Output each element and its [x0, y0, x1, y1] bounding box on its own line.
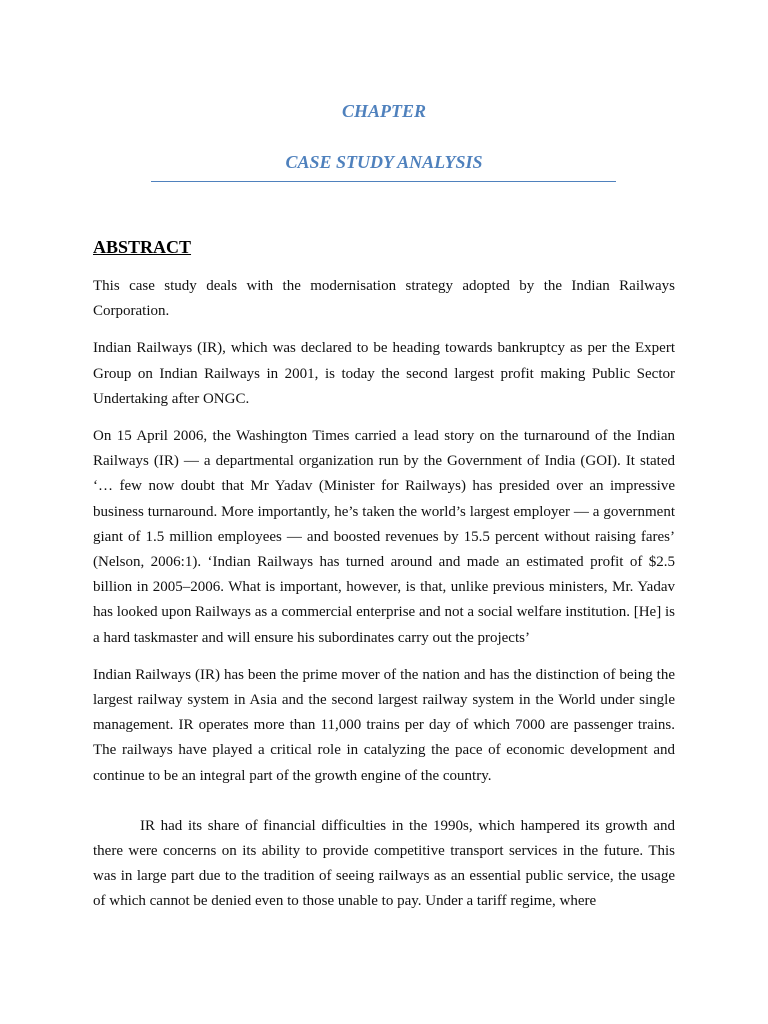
paragraph-prime-mover: Indian Railways (IR) has been the prime mover of the nation and has the distinction of being the largest railway system in Asia and the second largest railway system in the World under single management. IR operates more than 11,000 trains per day of which 7000 are passenger trains. The railways have played a critical role in catalyzing the pace of economic development and continue to be an integral part of the growth engine of the country. [93, 666, 675, 784]
abstract-body [93, 274, 675, 927]
paragraph-financial-difficulties: IR had its share of financial difficulties in the 1990s, which hampered its growth and there were concerns on its ability to provide competitive transport services in the future. This was in large part due to the tradition of seeing railways as an essential public service, the usage of which cannot be denied even to those unable to pay. Under a tariff regime, where [93, 817, 675, 910]
paragraph-bankruptcy: Indian Railways (IR), which was declared to be heading towards bankruptcy as per the Expert Group on Indian Railways in 2001, is today the second largest profit making Public Sector Undertaking after ONGC. [93, 340, 675, 407]
chapter-title: CASE STUDY ANALYSIS [285, 152, 483, 172]
title-divider [151, 181, 616, 182]
chapter-label: CHAPTER [341, 101, 426, 121]
paragraph-washington-times: On 15 April 2006, the Washington Times carried a lead story on the turnaround of the Indian Railways (IR) — a departmental organization run by the Government of India (GOI). It stated ‘… few now doubt that Mr Yadav (Minister for Railways) has presided over an impressive business turnaround. More importantly, he’s taken the world’s largest employer — a government giant of 1.5 million employees — and boosted revenues by 15.5 percent without raising fares’ (Nelson, 2006:1). ‘Indian Railways has turned around and made an estimated profit of $2.5 billion in 2005–2006. What is important, however, is that, unlike previous ministers, Mr. Yadav has looked upon Railways as a commercial enterprise and not a social welfare institution. [He] is a hard taskmaster and will ensure his subordinates carry out the projects’ [93, 428, 675, 646]
abstract-heading: ABSTRACT [93, 237, 192, 257]
paragraph-intro: This case study deals with the modernisation strategy adopted by the Indian Railways Corporation. [93, 278, 675, 320]
